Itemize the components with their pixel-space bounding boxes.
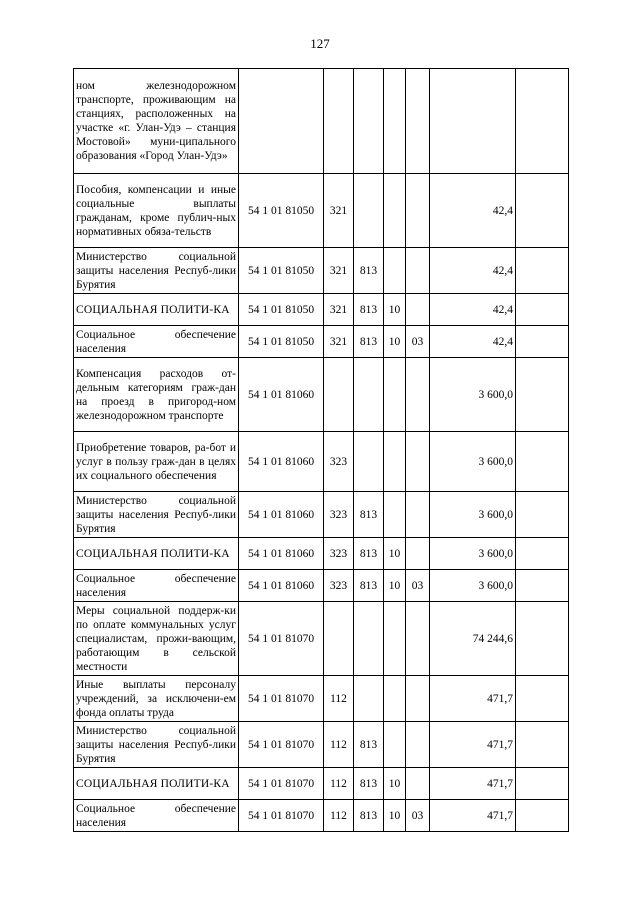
row-empty-cell <box>516 358 569 432</box>
row-vr: 321 <box>324 294 354 326</box>
row-code: 54 1 01 81060 <box>239 538 324 570</box>
page-number: 127 <box>310 36 330 51</box>
row-empty-cell <box>516 69 569 174</box>
row-pr <box>406 432 430 492</box>
row-code: 54 1 01 81050 <box>239 326 324 358</box>
row-code: 54 1 01 81060 <box>239 358 324 432</box>
row-empty-cell <box>516 538 569 570</box>
row-gr: 813 <box>354 768 384 800</box>
table-row <box>74 294 569 326</box>
row-gr <box>354 174 384 248</box>
row-gr: 813 <box>354 800 384 832</box>
row-name: СОЦИАЛЬНАЯ ПОЛИТИ-КА <box>74 768 239 800</box>
row-code: 54 1 01 81050 <box>239 174 324 248</box>
row-vr: 323 <box>324 432 354 492</box>
row-code: 54 1 01 81070 <box>239 676 324 722</box>
row-vr: 323 <box>324 492 354 538</box>
row-amount: 42,4 <box>430 294 516 326</box>
row-rz: 10 <box>384 294 406 326</box>
row-pr <box>406 69 430 174</box>
row-gr: 813 <box>354 294 384 326</box>
table-row <box>74 722 569 768</box>
row-empty-cell <box>516 174 569 248</box>
row-empty-cell <box>516 492 569 538</box>
row-rz: 10 <box>384 768 406 800</box>
row-name: Социальное обеспечение населения <box>74 326 239 358</box>
row-pr <box>406 294 430 326</box>
row-code: 54 1 01 81050 <box>239 248 324 294</box>
row-gr <box>354 676 384 722</box>
row-pr <box>406 174 430 248</box>
table-row <box>74 358 569 432</box>
row-gr: 813 <box>354 492 384 538</box>
table-row <box>74 768 569 800</box>
table-row <box>74 800 569 832</box>
row-gr: 813 <box>354 326 384 358</box>
row-empty-cell <box>516 248 569 294</box>
row-amount: 3 600,0 <box>430 538 516 570</box>
row-gr <box>354 69 384 174</box>
row-empty-cell <box>516 676 569 722</box>
row-code: 54 1 01 81060 <box>239 570 324 602</box>
table-row <box>74 248 569 294</box>
row-rz: 10 <box>384 326 406 358</box>
row-gr <box>354 358 384 432</box>
row-name: Иные выплаты персоналу учреждений, за исключени-ем фонда оплаты труда <box>74 676 239 722</box>
row-pr <box>406 676 430 722</box>
row-amount: 42,4 <box>430 174 516 248</box>
row-gr: 813 <box>354 570 384 602</box>
row-code: 54 1 01 81070 <box>239 722 324 768</box>
row-amount <box>430 69 516 174</box>
row-rz <box>384 248 406 294</box>
row-rz <box>384 722 406 768</box>
row-name: Приобретение товаров, ра-бот и услуг в пользу граж-дан в целях их социального обеспечения <box>74 432 239 492</box>
row-amount: 42,4 <box>430 248 516 294</box>
row-rz <box>384 492 406 538</box>
row-rz <box>384 358 406 432</box>
row-name: Министерство социальной защиты населения Респуб-лики Бурятия <box>74 722 239 768</box>
row-vr: 323 <box>324 570 354 602</box>
table-row <box>74 602 569 676</box>
row-pr <box>406 722 430 768</box>
row-pr <box>406 358 430 432</box>
row-name: Меры социальной поддерж-ки по оплате коммунальных услуг специалистам, прожи-вающим, работающим в сельской местности <box>74 602 239 676</box>
row-pr <box>406 538 430 570</box>
row-rz <box>384 174 406 248</box>
row-name: СОЦИАЛЬНАЯ ПОЛИТИ-КА <box>74 294 239 326</box>
row-amount: 3 600,0 <box>430 432 516 492</box>
row-code: 54 1 01 81060 <box>239 492 324 538</box>
row-code <box>239 69 324 174</box>
table-row <box>74 69 569 174</box>
row-vr: 321 <box>324 326 354 358</box>
row-pr <box>406 768 430 800</box>
row-vr: 323 <box>324 538 354 570</box>
row-name: Пособия, компенсации и иные социальные выплаты гражданам, кроме публич-ных нормативных обяза-тельств <box>74 174 239 248</box>
row-rz: 10 <box>384 570 406 602</box>
row-empty-cell <box>516 570 569 602</box>
row-amount: 471,7 <box>430 768 516 800</box>
row-amount: 471,7 <box>430 800 516 832</box>
row-code: 54 1 01 81050 <box>239 294 324 326</box>
row-gr: 813 <box>354 722 384 768</box>
row-name: Компенсация расходов от-дельным категориям граж-дан на проезд в пригород-ном железнодорожном транспорте <box>74 358 239 432</box>
row-code: 54 1 01 81070 <box>239 768 324 800</box>
row-amount: 471,7 <box>430 676 516 722</box>
budget-table <box>73 68 569 832</box>
row-empty-cell <box>516 432 569 492</box>
row-pr <box>406 492 430 538</box>
row-name: Министерство социальной защиты населения Респуб-лики Бурятия <box>74 248 239 294</box>
row-vr: 112 <box>324 768 354 800</box>
row-vr: 112 <box>324 722 354 768</box>
row-gr: 813 <box>354 538 384 570</box>
table-row <box>74 676 569 722</box>
row-code: 54 1 01 81070 <box>239 800 324 832</box>
row-pr <box>406 602 430 676</box>
row-rz: 10 <box>384 800 406 832</box>
row-amount: 74 244,6 <box>430 602 516 676</box>
row-vr: 112 <box>324 800 354 832</box>
row-rz <box>384 602 406 676</box>
row-name: Министерство социальной защиты населения Респуб-лики Бурятия <box>74 492 239 538</box>
row-vr <box>324 358 354 432</box>
row-empty-cell <box>516 294 569 326</box>
row-amount: 3 600,0 <box>430 492 516 538</box>
row-name: ном железнодорожном транспорте, проживающим на станциях, расположенных на участке «г. Улан-Удэ – станция Мостовой» муни-ципального образования «Город Улан-Удэ» <box>74 69 239 174</box>
row-amount: 3 600,0 <box>430 570 516 602</box>
table-row <box>74 492 569 538</box>
row-pr: 03 <box>406 800 430 832</box>
row-vr <box>324 602 354 676</box>
row-amount: 471,7 <box>430 722 516 768</box>
row-rz <box>384 676 406 722</box>
row-name: Социальное обеспечение населения <box>74 800 239 832</box>
row-pr <box>406 248 430 294</box>
row-vr <box>324 69 354 174</box>
row-rz: 10 <box>384 538 406 570</box>
row-rz <box>384 432 406 492</box>
row-empty-cell <box>516 722 569 768</box>
row-code: 54 1 01 81060 <box>239 432 324 492</box>
row-name: СОЦИАЛЬНАЯ ПОЛИТИ-КА <box>74 538 239 570</box>
row-vr: 112 <box>324 676 354 722</box>
row-code: 54 1 01 81070 <box>239 602 324 676</box>
table-row <box>74 326 569 358</box>
row-gr <box>354 602 384 676</box>
row-pr: 03 <box>406 570 430 602</box>
row-vr: 321 <box>324 174 354 248</box>
table-row <box>74 432 569 492</box>
row-rz <box>384 69 406 174</box>
row-pr: 03 <box>406 326 430 358</box>
row-empty-cell <box>516 326 569 358</box>
row-amount: 3 600,0 <box>430 358 516 432</box>
row-amount: 42,4 <box>430 326 516 358</box>
row-vr: 321 <box>324 248 354 294</box>
row-empty-cell <box>516 800 569 832</box>
table-row <box>74 538 569 570</box>
row-name: Социальное обеспечение населения <box>74 570 239 602</box>
table-row <box>74 174 569 248</box>
row-empty-cell <box>516 602 569 676</box>
table-body <box>74 69 569 832</box>
table-row <box>74 570 569 602</box>
row-empty-cell <box>516 768 569 800</box>
row-gr: 813 <box>354 248 384 294</box>
row-gr <box>354 432 384 492</box>
